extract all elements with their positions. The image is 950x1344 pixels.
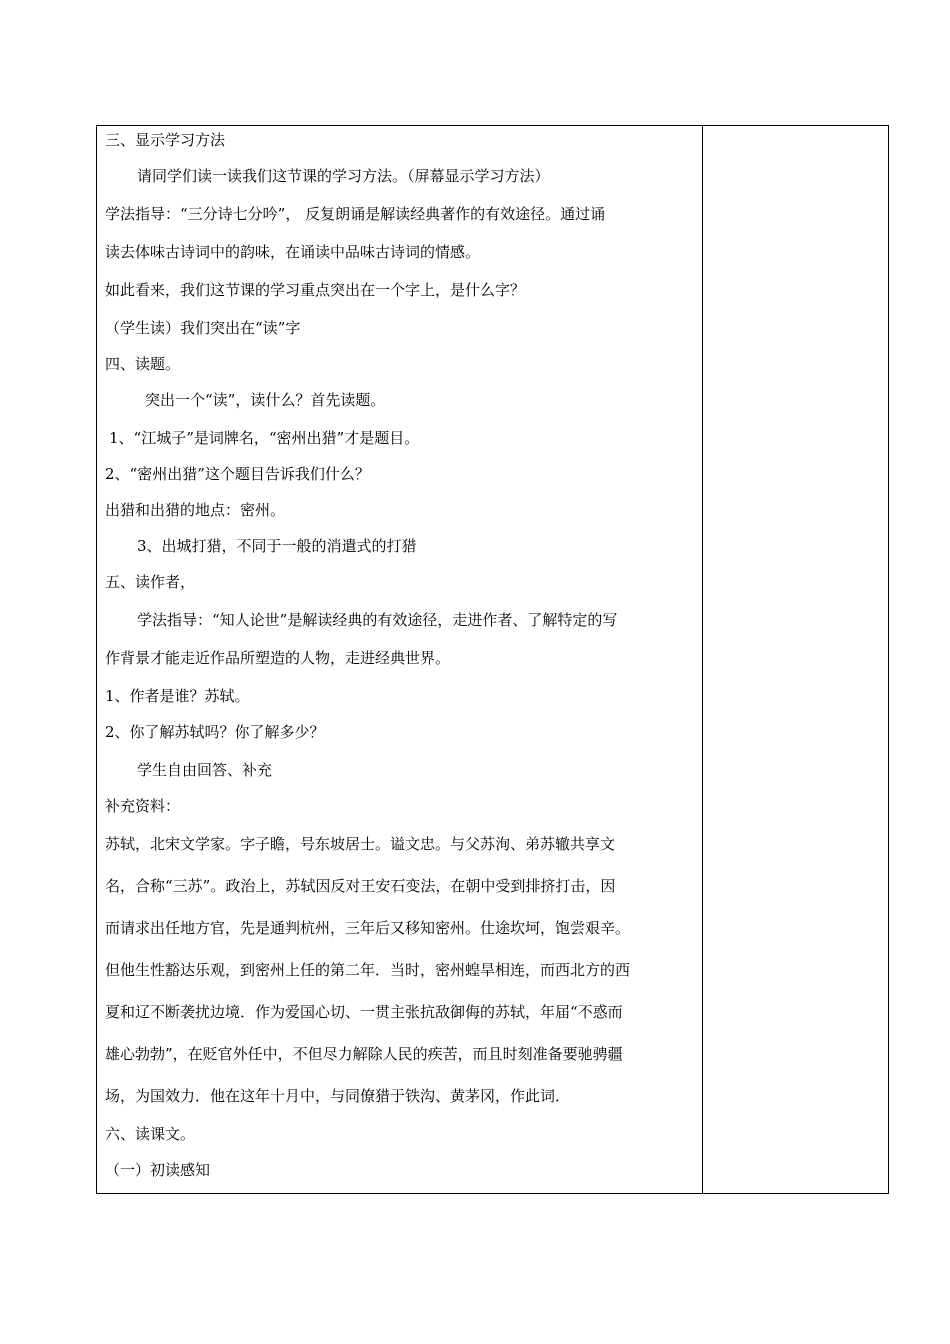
list-item: 1、作者是谁？苏轼。 (105, 687, 250, 705)
list-item: 2、你了解苏轼吗？你了解多少？ (105, 723, 325, 741)
paragraph: 而请求出任地方官，先是通判杭州，三年后又移知密州。仕途坎坷，饱尝艰辛。 (105, 919, 631, 937)
paragraph: 学法指导：“知人论世”是解读经典的有效途径，走进作者、了解特定的写 (137, 611, 618, 629)
paragraph: 场，为国效力．他在这年十月中，与同僚猎于铁沟、黄茅冈，作此词． (105, 1087, 571, 1105)
list-item: 3、出城打猎，不同于一般的消遣式的打猎 (137, 537, 417, 555)
paragraph: 名，合称“三苏”。政治上，苏轼因反对王安石变法，在朝中受到排挤打击，因 (105, 877, 616, 895)
section-heading-4: 四、读题。 (105, 355, 181, 373)
paragraph: 作背景才能走近作品所塑造的人物，走进经典世界。 (105, 649, 451, 667)
paragraph: 如此看来，我们这节课的学习重点突出在一个字上，是什么字？ (105, 281, 526, 299)
section-heading-3: 三、显示学习方法 (105, 131, 226, 149)
lesson-table (96, 125, 889, 1194)
subsection-heading: （一）初读感知 (105, 1161, 211, 1179)
paragraph: 雄心勃勃”，在贬官外任中，不但尽力解除人民的疾苦，而且时刻准备要驰骋疆 (105, 1045, 623, 1063)
paragraph: 读去体味古诗词中的韵味，在诵读中品味古诗词的情感。 (105, 243, 481, 261)
paragraph: 请同学们读一读我们这节课的学习方法。（屏幕显示学习方法） (137, 167, 550, 185)
list-item: 1、“江城子”是词牌名，“密州出猎”才是题目。 (109, 429, 420, 447)
paragraph: 补充资料： (105, 797, 181, 815)
paragraph: 出猎和出猎的地点：密州。 (105, 501, 286, 519)
paragraph: 苏轼，北宋文学家。字子瞻，号东坡居士。谥文忠。与父苏洵、弟苏辙共享文 (105, 835, 616, 853)
list-item: 2、“密州出猎”这个题目告诉我们什么？ (105, 465, 370, 483)
paragraph: 学法指导：“三分诗七分吟”， 反复朗诵是解读经典著作的有效途径。通过诵 (105, 205, 606, 223)
paragraph: 夏和辽不断袭扰边境．作为爱国心切、一贯主张抗敌御侮的苏轼，年届“不惑而 (105, 1003, 623, 1021)
column-divider (702, 126, 703, 1193)
paragraph: 学生自由回答、补充 (137, 761, 273, 779)
paragraph: 突出一个“读”，读什么？首先读题。 (145, 391, 386, 409)
paragraph: （学生读）我们突出在“读”字 (105, 319, 301, 337)
section-heading-6: 六、读课文。 (105, 1125, 196, 1143)
section-heading-5: 五、读作者， (105, 573, 196, 591)
paragraph: 但他生性豁达乐观，到密州上任的第二年．当时，密州蝗旱相连，而西北方的西 (105, 961, 631, 979)
